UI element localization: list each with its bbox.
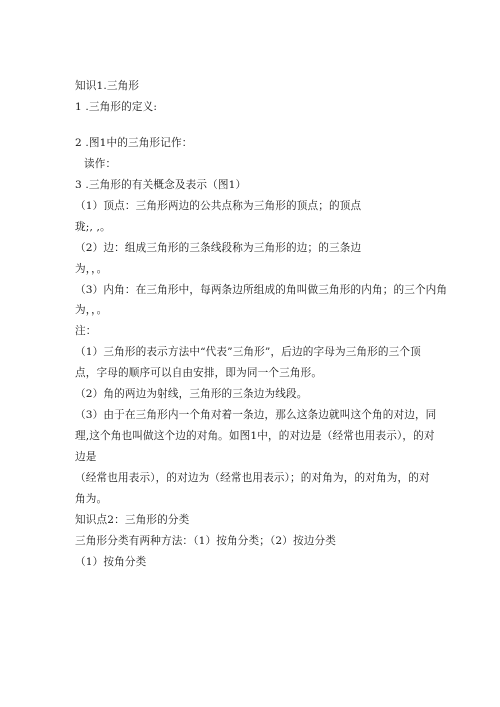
- classification-by-angle: （1）按角分类: [75, 556, 147, 568]
- item-3-concepts-heading: 3 .三角形的有关概念及表示（图1）: [75, 179, 247, 191]
- side-continuation: 为，，。: [75, 263, 108, 275]
- side-definition: （2）边：组成三角形的三条线段称为三角形的边；的三条边: [75, 242, 362, 254]
- note-3-line-2: 理,这个角也叫做这个边的对角。如图1中，的对边是（经常也用表示），的对: [75, 430, 435, 442]
- note-3-line-3: 边是: [75, 451, 97, 463]
- item-1-triangle-definition: 1 .三角形的定义:: [75, 101, 158, 113]
- vertex-continuation: 珑;, ,。: [75, 221, 111, 233]
- note-label: 注：: [75, 325, 97, 337]
- item-2-triangle-notation: 2 .图1中的三角形记作：: [75, 137, 193, 149]
- vertex-definition: （1）顶点：三角形两边的公共点称为三角形的顶点；的顶点: [75, 200, 362, 212]
- interior-angle-continuation: 为，，。: [75, 304, 108, 316]
- classification-methods: 三角形分类有两种方法：（1）按角分类；（2）按边分类: [75, 535, 337, 547]
- note-1-line-1: （1）三角形的表示方法中“代表”三角形”，后边的字母为三角形的三个顶: [75, 346, 421, 358]
- note-3-line-1: （3）由于在三角形内一个角对着一条边，那么这条边就叫这个角的对边，同: [75, 409, 437, 421]
- section-heading-knowledge-1: 知识1.三角形: [75, 80, 140, 92]
- note-3-line-5: 角为。: [75, 493, 108, 505]
- section-heading-knowledge-2: 知识点2：三角形的分类: [75, 514, 190, 526]
- interior-angle-definition: （3）内角：在三角形中，每两条边所组成的角叫做三角形的内角；的三个内角: [75, 284, 448, 296]
- note-2: （2）角的两边为射线，三角形的三条边为线段。: [75, 388, 308, 400]
- note-3-line-4: （经常也用表示），的对边为（经常也用表示）；的对角为，的对角为，的对: [75, 472, 430, 484]
- note-1-line-2: 点，字母的顺序可以自由安排，即为同一个三角形。: [75, 367, 323, 379]
- reading-label: 读作：: [84, 158, 117, 170]
